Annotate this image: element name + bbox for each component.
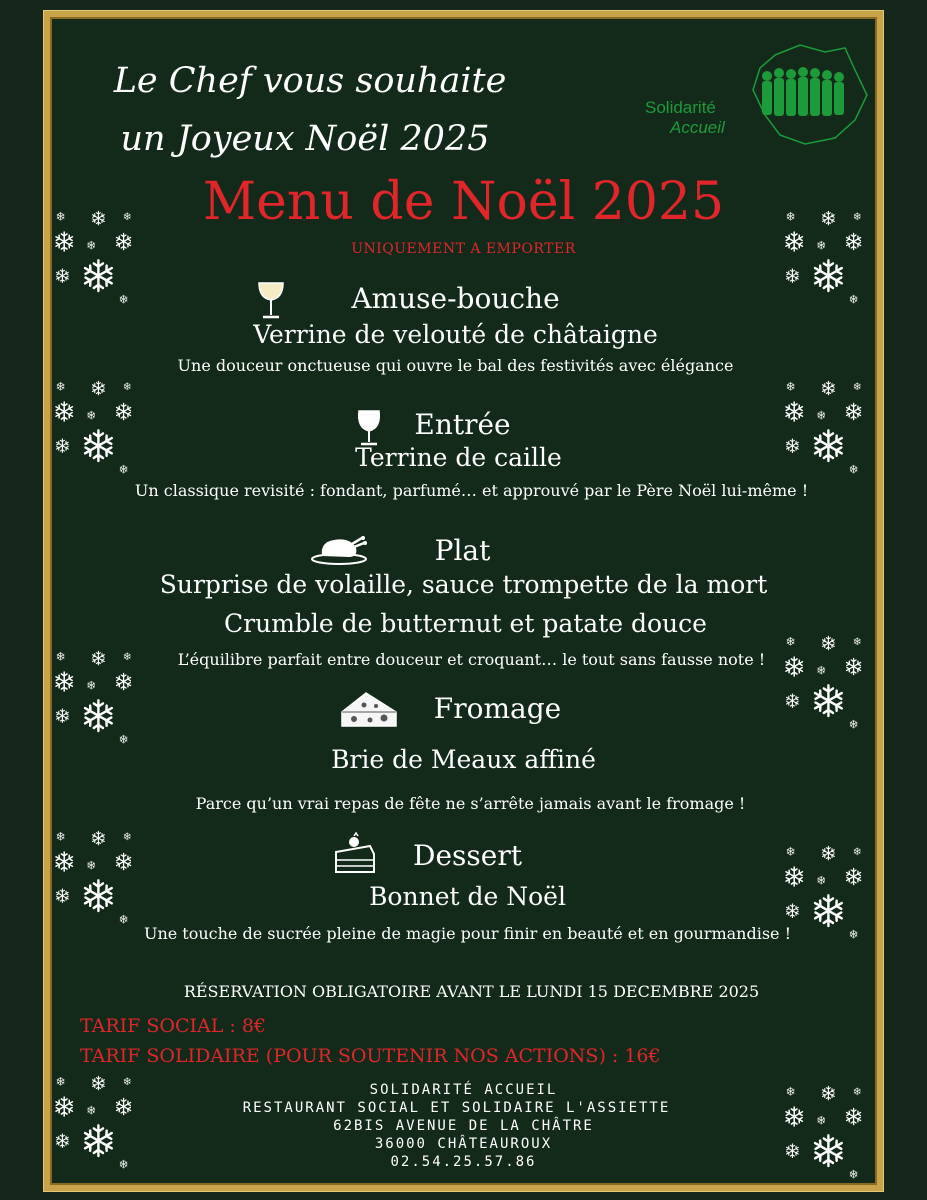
greeting-line-2: un Joyeux Noël 2025 <box>120 119 490 159</box>
course-title-entree: Entrée <box>414 408 511 441</box>
footer-restaurant: RESTAURANT SOCIAL ET SOLIDAIRE L'ASSIETTE <box>242 1100 671 1116</box>
reservation-notice: RÉSERVATION OBLIGATOIRE AVANT LE LUNDI 15 DECEMBRE 2025 <box>183 982 760 1001</box>
tarif-social: TARIF SOCIAL : 8€ <box>80 1015 267 1037</box>
course-dish-plat-2: Crumble de butternut et patate douce <box>224 609 707 638</box>
course-title-dessert: Dessert <box>413 839 522 872</box>
logo-text-line-1: Solidarité <box>645 98 716 117</box>
tarif-solidaire: TARIF SOLIDAIRE (POUR SOUTENIR NOS ACTIONS) : 16€ <box>80 1045 661 1067</box>
footer-city: 36000 CHÂTEAUROUX <box>374 1136 553 1152</box>
course-title-amuse-bouche: Amuse-bouche <box>351 282 560 315</box>
course-dish-plat-1: Surprise de volaille, sauce trompette de la mort <box>159 570 768 599</box>
course-dish-amuse-bouche: Verrine de velouté de châtaigne <box>253 320 658 349</box>
solidarite-accueil-logo <box>640 40 870 150</box>
course-description-fromage: Parce qu’un vrai repas de fête ne s’arrête jamais avant le fromage ! <box>195 794 746 813</box>
course-dish-entree: Terrine de caille <box>355 443 562 472</box>
course-title-plat: Plat <box>434 534 491 567</box>
course-description-amuse-bouche: Une douceur onctueuse qui ouvre le bal des festivités avec élégance <box>177 356 734 375</box>
course-dish-dessert: Bonnet de Noël <box>369 882 566 911</box>
greeting-line-1: Le Chef vous souhaite <box>113 61 507 101</box>
course-description-plat: L’équilibre parfait entre douceur et croquant… le tout sans fausse note ! <box>177 650 766 669</box>
page-title: Menu de Noël 2025 <box>202 172 725 232</box>
course-title-fromage: Fromage <box>433 692 562 725</box>
footer-address: 62BIS AVENUE DE LA CHÂTRE <box>333 1118 594 1134</box>
footer-phone: 02.54.25.57.86 <box>390 1154 537 1170</box>
snowflake-icon <box>48 820 138 930</box>
course-dish-fromage: Brie de Meaux affiné <box>331 745 596 774</box>
footer-organization: SOLIDARITÉ ACCUEIL <box>369 1082 558 1098</box>
page-subtitle: UNIQUEMENT A EMPORTER <box>351 241 576 257</box>
course-description-dessert: Une touche de sucrée pleine de magie pour finir en beauté et en gourmandise ! <box>143 924 792 943</box>
course-description-entree: Un classique revisité : fondant, parfumé… et approuvé par le Père Noël lui-même ! <box>134 481 809 500</box>
people-map-icon <box>745 40 870 150</box>
logo-text-line-2: Accueil <box>670 118 725 137</box>
